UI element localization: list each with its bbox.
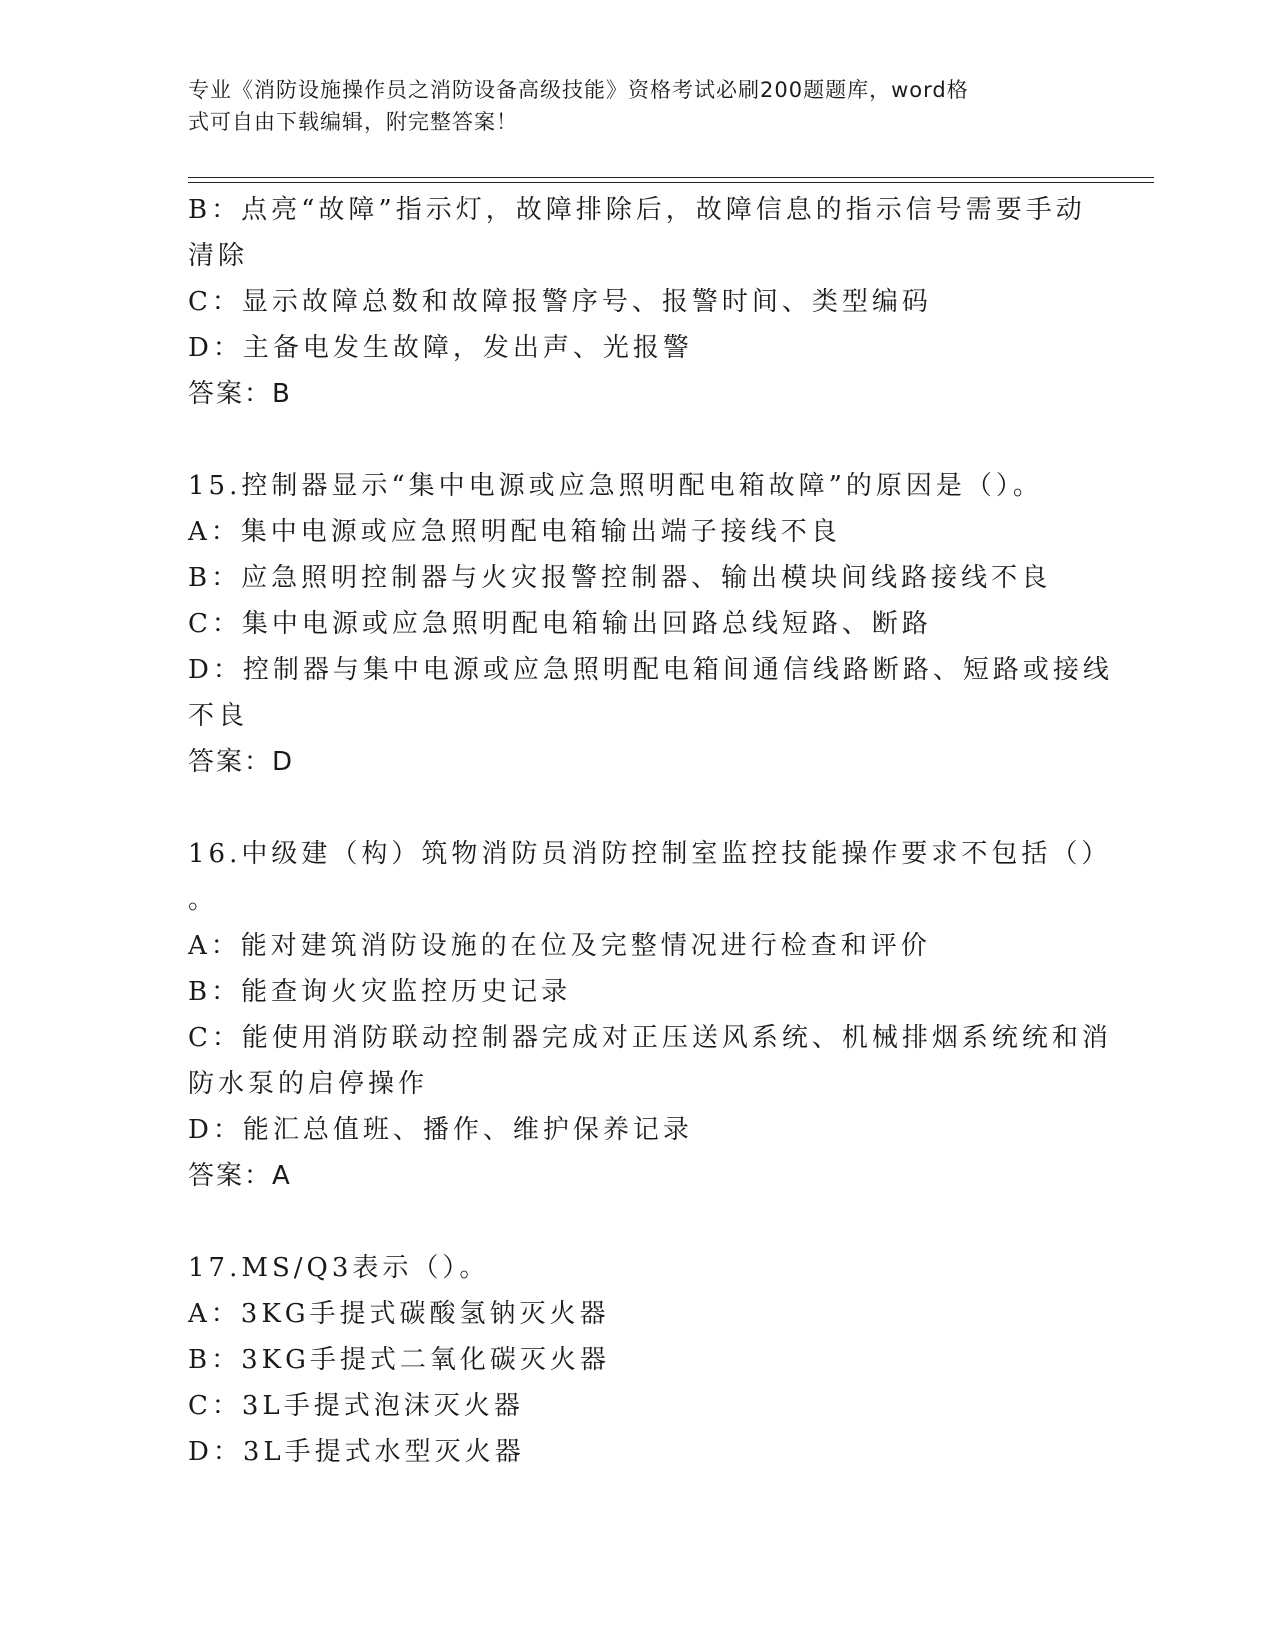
spacer xyxy=(188,417,1068,463)
question-15 xyxy=(188,463,1113,785)
option-a: A：3KG手提式碳酸氢钠灭火器 xyxy=(188,1299,610,1329)
option-d-line-1: D：控制器与集中电源或应急照明配电箱间通信线路断路、短路或接线 xyxy=(188,655,1113,685)
option-c: C：集中电源或应急照明配电箱输出回路总线短路、断路 xyxy=(188,609,932,639)
option-c-line-2: 防水泵的启停操作 xyxy=(188,1069,429,1099)
question-stem: 15.控制器显示“集中电源或应急照明配电箱故障”的原因是（）。 xyxy=(188,471,1043,501)
question-block-previous xyxy=(188,187,1086,417)
question-stem-line-2: 。 xyxy=(188,885,219,915)
spacer xyxy=(188,785,1068,831)
answer-line: 答案：A xyxy=(188,1161,292,1191)
option-b: B：3KG手提式二氧化碳灭火器 xyxy=(188,1345,610,1375)
option-c: C：显示故障总数和故障报警序号、报警时间、类型编码 xyxy=(188,287,932,317)
question-stem: 17.MS/Q3表示（）。 xyxy=(188,1253,490,1283)
header-divider-bottom xyxy=(188,182,1154,183)
header-line-1: 专业《消防设施操作员之消防设备高级技能》资格考试必刷200题题库，word格 xyxy=(188,78,969,102)
question-16 xyxy=(188,831,1112,1199)
option-b: B：能查询火灾监控历史记录 xyxy=(188,977,572,1007)
header-divider-top xyxy=(188,177,1154,178)
header-line-2: 式可自由下载编辑，附完整答案！ xyxy=(188,110,518,134)
answer-line: 答案：D xyxy=(188,747,295,777)
question-17 xyxy=(188,1245,1068,1475)
spacer xyxy=(188,1199,1068,1245)
option-a: A：集中电源或应急照明配电箱输出端子接线不良 xyxy=(188,517,841,547)
option-b-line-2: 清除 xyxy=(188,241,249,271)
option-d: D：能汇总值班、播作、维护保养记录 xyxy=(188,1115,693,1145)
question-stem-line-1: 16.中级建（构）筑物消防员消防控制室监控技能操作要求不包括（） xyxy=(188,839,1112,869)
option-d-line-2: 不良 xyxy=(188,701,249,731)
option-b-line-1: B：点亮“故障”指示灯，故障排除后，故障信息的指示信号需要手动 xyxy=(188,195,1086,225)
option-c-line-1: C：能使用消防联动控制器完成对正压送风系统、机械排烟系统统和消 xyxy=(188,1023,1112,1053)
question-list xyxy=(188,187,1113,1475)
option-b: B：应急照明控制器与火灾报警控制器、输出模块间线路接线不良 xyxy=(188,563,1052,593)
answer-line: 答案：B xyxy=(188,379,292,409)
option-d: D：主备电发生故障，发出声、光报警 xyxy=(188,333,693,363)
option-d: D：3L手提式水型灭火器 xyxy=(188,1437,525,1467)
option-a: A：能对建筑消防设施的在位及完整情况进行检查和评价 xyxy=(188,931,931,961)
option-c: C：3L手提式泡沫灭火器 xyxy=(188,1391,524,1421)
document-header xyxy=(188,74,1068,138)
